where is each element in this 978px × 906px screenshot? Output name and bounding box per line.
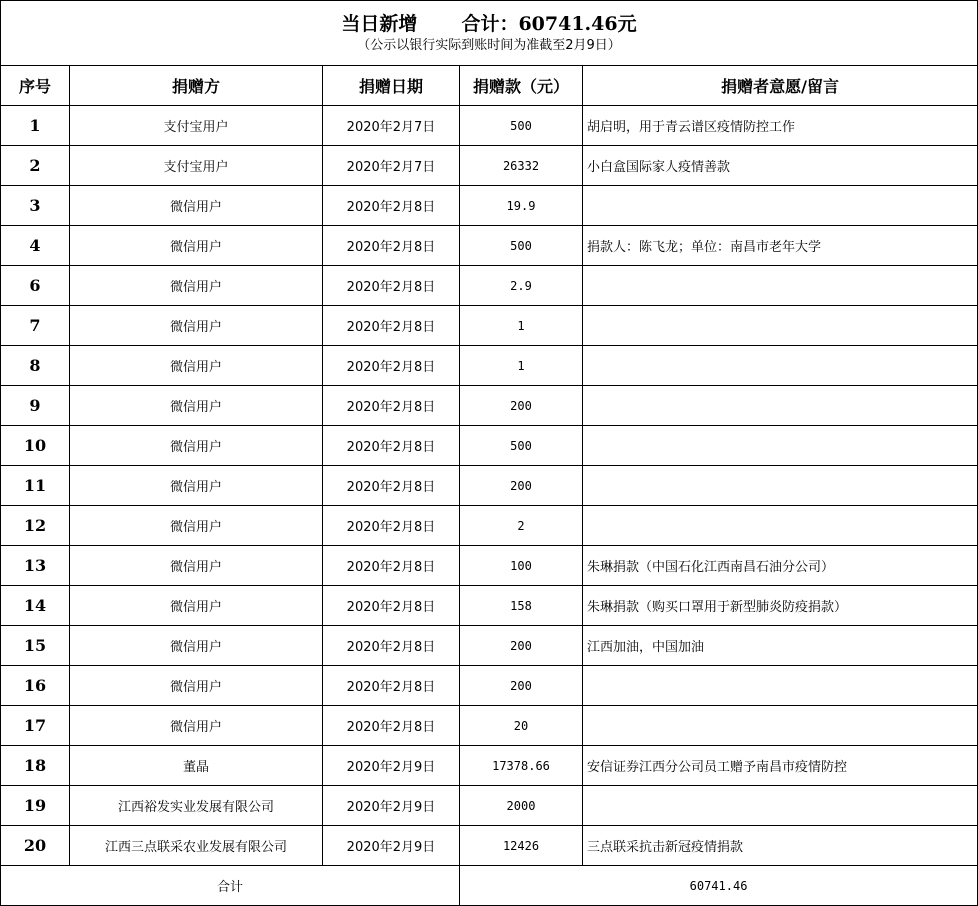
cell-no: 17: [1, 706, 70, 746]
cell-donor: 支付宝用户: [70, 106, 323, 146]
table-row: [1, 186, 978, 226]
cell-message: 朱琳捐款（中国石化江西南昌石油分公司）: [583, 546, 978, 586]
title-cell: [1, 1, 978, 66]
cell-amount: 17378.66: [460, 746, 583, 786]
cell-message: 朱琳捐款（购买口罩用于新型肺炎防疫捐款）: [583, 586, 978, 626]
total-row: [1, 866, 978, 906]
cell-no: 2: [1, 146, 70, 186]
table-row: [1, 586, 978, 626]
cell-amount: 19.9: [460, 186, 583, 226]
table-row: [1, 306, 978, 346]
table-row: [1, 426, 978, 466]
page-title: [5, 11, 973, 37]
cell-donor: 微信用户: [70, 346, 323, 386]
cell-message: 三点联采抗击新冠疫情捐款: [583, 826, 978, 866]
title-total-label: 合计：: [461, 13, 519, 35]
cell-donor: 支付宝用户: [70, 146, 323, 186]
table-row: [1, 466, 978, 506]
cell-donor: 江西三点联采农业发展有限公司: [70, 826, 323, 866]
cell-date: 2020年2月8日: [323, 186, 460, 226]
cell-date: 2020年2月8日: [323, 586, 460, 626]
cell-no: 4: [1, 226, 70, 266]
cell-amount: 200: [460, 666, 583, 706]
table-row: [1, 626, 978, 666]
cell-donor: 江西裕发实业发展有限公司: [70, 786, 323, 826]
cell-donor: 微信用户: [70, 426, 323, 466]
table-row: [1, 826, 978, 866]
table-row: [1, 346, 978, 386]
header-donor: 捐赠方: [70, 66, 323, 106]
cell-amount: 2.9: [460, 266, 583, 306]
cell-date: 2020年2月8日: [323, 706, 460, 746]
cell-amount: 1: [460, 346, 583, 386]
total-label: 合计: [1, 866, 460, 906]
cell-message: 江西加油，中国加油: [583, 626, 978, 666]
cell-no: 15: [1, 626, 70, 666]
cell-message: [583, 386, 978, 426]
cell-amount: 200: [460, 386, 583, 426]
cell-donor: 微信用户: [70, 226, 323, 266]
cell-message: 胡启明，用于青云谱区疫情防控工作: [583, 106, 978, 146]
cell-date: 2020年2月8日: [323, 666, 460, 706]
cell-no: 6: [1, 266, 70, 306]
cell-message: [583, 666, 978, 706]
table-row: [1, 386, 978, 426]
cell-amount: 1: [460, 306, 583, 346]
cell-amount: 12426: [460, 826, 583, 866]
table-row: [1, 266, 978, 306]
cell-date: 2020年2月8日: [323, 546, 460, 586]
title-main: 当日新增: [341, 13, 418, 35]
cell-donor: 微信用户: [70, 506, 323, 546]
cell-amount: 100: [460, 546, 583, 586]
cell-donor: 微信用户: [70, 586, 323, 626]
cell-amount: 500: [460, 426, 583, 466]
cell-message: [583, 706, 978, 746]
cell-date: 2020年2月8日: [323, 346, 460, 386]
cell-message: [583, 186, 978, 226]
cell-no: 20: [1, 826, 70, 866]
cell-message: [583, 426, 978, 466]
cell-amount: 2000: [460, 786, 583, 826]
cell-message: [583, 306, 978, 346]
cell-no: 18: [1, 746, 70, 786]
cell-donor: 微信用户: [70, 186, 323, 226]
cell-date: 2020年2月8日: [323, 466, 460, 506]
total-amount: 60741.46: [460, 866, 978, 906]
table-row: [1, 106, 978, 146]
cell-date: 2020年2月9日: [323, 786, 460, 826]
header-amount: 捐赠款（元）: [460, 66, 583, 106]
cell-date: 2020年2月8日: [323, 266, 460, 306]
cell-message: [583, 786, 978, 826]
cell-donor: 微信用户: [70, 466, 323, 506]
cell-amount: 500: [460, 106, 583, 146]
cell-donor: 微信用户: [70, 666, 323, 706]
cell-message: [583, 506, 978, 546]
cell-donor: 微信用户: [70, 386, 323, 426]
table-row: [1, 546, 978, 586]
cell-no: 13: [1, 546, 70, 586]
cell-no: 3: [1, 186, 70, 226]
cell-no: 10: [1, 426, 70, 466]
cell-amount: 200: [460, 466, 583, 506]
cell-date: 2020年2月8日: [323, 426, 460, 466]
page-subtitle: （公示以银行实际到账时间为准截至2月9日）: [357, 38, 621, 53]
cell-amount: 2: [460, 506, 583, 546]
cell-message: 捐款人：陈飞龙；单位：南昌市老年大学: [583, 226, 978, 266]
cell-message: [583, 346, 978, 386]
cell-message: 安信证券江西分公司员工赠予南昌市疫情防控: [583, 746, 978, 786]
cell-date: 2020年2月8日: [323, 306, 460, 346]
table-row: [1, 706, 978, 746]
cell-no: 11: [1, 466, 70, 506]
cell-donor: 微信用户: [70, 266, 323, 306]
cell-no: 12: [1, 506, 70, 546]
cell-date: 2020年2月7日: [323, 146, 460, 186]
cell-no: 1: [1, 106, 70, 146]
cell-amount: 158: [460, 586, 583, 626]
cell-no: 9: [1, 386, 70, 426]
cell-donor: 微信用户: [70, 306, 323, 346]
cell-no: 16: [1, 666, 70, 706]
header-row: [1, 66, 978, 106]
title-row: [1, 1, 978, 66]
header-date: 捐赠日期: [323, 66, 460, 106]
cell-message: [583, 466, 978, 506]
cell-donor: 微信用户: [70, 706, 323, 746]
table-row: [1, 786, 978, 826]
table-row: [1, 746, 978, 786]
cell-amount: 26332: [460, 146, 583, 186]
header-no: 序号: [1, 66, 70, 106]
cell-date: 2020年2月7日: [323, 106, 460, 146]
cell-no: 14: [1, 586, 70, 626]
cell-date: 2020年2月8日: [323, 626, 460, 666]
title-total-value: 60741.46元: [518, 13, 637, 35]
cell-amount: 500: [460, 226, 583, 266]
cell-no: 19: [1, 786, 70, 826]
cell-no: 7: [1, 306, 70, 346]
cell-date: 2020年2月8日: [323, 506, 460, 546]
cell-donor: 董晶: [70, 746, 323, 786]
cell-date: 2020年2月9日: [323, 826, 460, 866]
cell-no: 8: [1, 346, 70, 386]
table-row: [1, 146, 978, 186]
cell-date: 2020年2月8日: [323, 386, 460, 426]
table-row: [1, 666, 978, 706]
cell-donor: 微信用户: [70, 626, 323, 666]
cell-message: 小白盒国际家人疫情善款: [583, 146, 978, 186]
cell-date: 2020年2月9日: [323, 746, 460, 786]
cell-message: [583, 266, 978, 306]
cell-amount: 200: [460, 626, 583, 666]
cell-date: 2020年2月8日: [323, 226, 460, 266]
table-row: [1, 226, 978, 266]
cell-donor: 微信用户: [70, 546, 323, 586]
cell-amount: 20: [460, 706, 583, 746]
header-message: 捐赠者意愿/留言: [583, 66, 978, 106]
table-row: [1, 506, 978, 546]
